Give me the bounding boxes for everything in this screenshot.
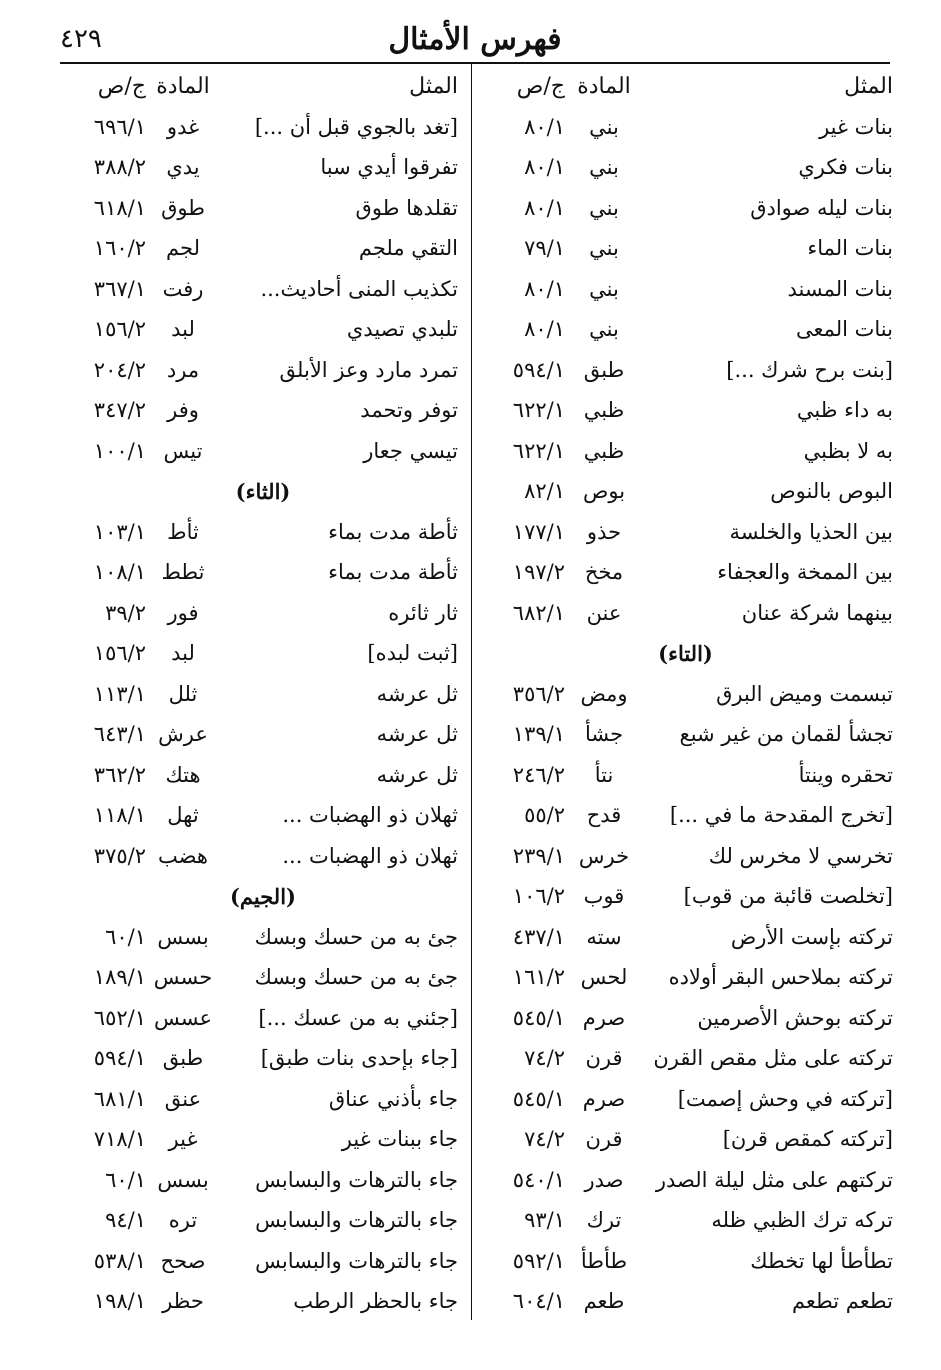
volume-page-ref: ٢٤٦/٢ xyxy=(512,762,565,787)
proverb-text: تركته بملاحس البقر أولاده xyxy=(668,965,893,989)
root-word: سته xyxy=(586,924,622,949)
index-entry-row xyxy=(478,1081,893,1122)
page-title: فهرس الأمثال xyxy=(388,22,562,57)
index-entry-row xyxy=(60,230,466,271)
volume-page-ref: ٣٩/٢ xyxy=(105,600,146,625)
index-entry-row xyxy=(60,838,466,879)
index-entry-row xyxy=(60,1121,466,1162)
proverb-text: تقلدها طوق xyxy=(355,195,458,220)
proverb-text: تكذيب المنى أحاديث... xyxy=(260,276,458,301)
index-entry-row xyxy=(478,554,893,595)
proverb-text: التقي ملجم xyxy=(358,236,458,260)
proverb-text: بين الحذيا والخلسة xyxy=(729,519,893,544)
root-word: ثطط xyxy=(161,560,205,584)
proverb-text: [تغد بالجوي قبل أن ...] xyxy=(254,114,458,139)
root-word: طوق xyxy=(161,195,205,220)
volume-page-ref: ٣٧٥/٢ xyxy=(93,843,146,868)
root-word: صرم xyxy=(582,1005,626,1030)
proverb-text: [تركته كمقص قرن] xyxy=(722,1127,893,1151)
volume-page-ref: ٨٠/١ xyxy=(524,155,565,179)
root-word: طأطأ xyxy=(580,1248,628,1273)
proverb-text: [جاء بإحدى بنات طبق] xyxy=(260,1046,458,1070)
proverb-text: تركه ترك الظبي ظله xyxy=(711,1208,893,1232)
proverb-text: بنات غير xyxy=(819,114,893,139)
root-word: تيس xyxy=(163,438,203,463)
volume-page-ref: ٥٤٥/١ xyxy=(512,1086,565,1111)
index-entry-row xyxy=(478,230,893,271)
page-number: ٤٢٩ xyxy=(60,24,102,54)
volume-page-ref: ١٠٠/١ xyxy=(93,438,146,463)
volume-page-ref: ١٠٨/١ xyxy=(93,560,146,584)
section-heading-row xyxy=(478,635,893,676)
volume-page-ref: ١٨٩/١ xyxy=(93,965,146,989)
index-entry-row xyxy=(478,433,893,474)
index-entry-row xyxy=(60,1202,466,1243)
root-word: مخخ xyxy=(584,560,624,584)
index-entry-row xyxy=(478,1162,893,1203)
root-word: صحح xyxy=(160,1248,206,1273)
root-word: وفر xyxy=(167,398,199,422)
root-word: بني xyxy=(589,236,619,260)
root-word: لحس xyxy=(580,965,628,989)
index-entry-row xyxy=(478,392,893,433)
proverb-text: بنات المسند xyxy=(787,276,893,301)
root-word: يدي xyxy=(166,155,200,179)
index-entry-row xyxy=(478,1283,893,1324)
root-word: ظبي xyxy=(583,398,625,422)
index-entry-row xyxy=(478,271,893,312)
volume-page-ref: ١١٣/١ xyxy=(93,681,146,706)
proverb-text: تخرسي لا مخرس لك xyxy=(708,843,893,868)
section-heading-row xyxy=(60,878,466,919)
index-entry-row xyxy=(478,1243,893,1284)
root-word: صدر xyxy=(584,1167,624,1192)
proverb-text: ثهلان ذو الهضبات ... xyxy=(282,803,458,827)
root-word: صرم xyxy=(582,1086,626,1111)
volume-page-ref: ج/ص xyxy=(516,74,565,99)
root-word: المادة xyxy=(156,74,210,99)
root-word: عسس xyxy=(153,1005,213,1030)
proverb-text: جاء ببنات غير xyxy=(341,1127,458,1151)
volume-page-ref: ٦٠٤/١ xyxy=(512,1289,565,1313)
root-word: بني xyxy=(589,114,619,139)
index-entry-row xyxy=(60,797,466,838)
proverb-text: بنات المعى xyxy=(795,317,893,341)
volume-page-ref: ٥٣٨/١ xyxy=(93,1248,146,1273)
index-entry-row xyxy=(60,595,466,636)
index-entry-row xyxy=(478,311,893,352)
proverb-text: بينهما شركة عنان xyxy=(741,600,893,625)
proverb-text: تركته على مثل مقص القرن xyxy=(653,1046,893,1070)
volume-page-ref: ج/ص xyxy=(97,74,146,99)
root-word: ومض xyxy=(580,681,628,706)
page-header xyxy=(60,18,890,62)
index-entry-row xyxy=(478,149,893,190)
volume-page-ref: ٢٣٩/١ xyxy=(512,843,565,868)
root-word: طعم xyxy=(583,1289,625,1313)
index-entry-row xyxy=(478,716,893,757)
index-entry-row xyxy=(478,676,893,717)
index-entry-row xyxy=(60,1243,466,1284)
proverb-text: جاء بالترهات والبسابس xyxy=(255,1248,458,1273)
index-entry-row xyxy=(478,595,893,636)
proverb-text: تبسمت وميض البرق xyxy=(716,681,893,706)
proverb-text: بين الممخة والعجفاء xyxy=(717,560,893,584)
root-word: ثلل xyxy=(168,681,198,706)
index-entry-row xyxy=(60,109,466,150)
index-entry-row xyxy=(478,757,893,798)
root-word: عرش xyxy=(158,722,208,746)
left-column xyxy=(60,68,466,1324)
proverb-text: [ثبت لبده] xyxy=(367,641,458,665)
root-word: هتك xyxy=(165,762,201,787)
proverb-text: [بنت برح شرك ...] xyxy=(726,357,893,382)
index-entry-row xyxy=(60,959,466,1000)
volume-page-ref: ٦٨٢/١ xyxy=(512,600,565,625)
root-word: جشأ xyxy=(584,722,624,746)
proverb-text: [تركته في وحش إصمت] xyxy=(677,1086,893,1111)
column-divider xyxy=(471,64,472,1320)
section-heading: (الجيم) xyxy=(230,884,296,909)
proverb-text: به لا بظبي xyxy=(803,438,893,463)
volume-page-ref: ٣٨٨/٢ xyxy=(93,155,146,179)
section-heading: (الثاء) xyxy=(235,479,291,504)
root-word: طبق xyxy=(583,357,625,382)
proverb-text: تركته بإست الأرض xyxy=(730,924,893,949)
column-header-row xyxy=(60,68,466,109)
volume-page-ref: ٦٠/١ xyxy=(105,1167,146,1192)
index-entry-row xyxy=(478,352,893,393)
root-word: طبق xyxy=(162,1046,204,1070)
volume-page-ref: ١٣٩/١ xyxy=(512,722,565,746)
section-heading-row xyxy=(60,473,466,514)
volume-page-ref: ٨٠/١ xyxy=(524,317,565,341)
proverb-text: تلبدي تصيدي xyxy=(346,317,458,341)
root-word: حذو xyxy=(586,519,622,544)
column-header-row xyxy=(478,68,893,109)
root-word: بسس xyxy=(157,1167,209,1192)
root-word: ثأط xyxy=(167,519,199,544)
index-entry-row xyxy=(60,1162,466,1203)
root-word: غير xyxy=(168,1127,198,1151)
volume-page-ref: ٦٥٢/١ xyxy=(93,1005,146,1030)
proverb-text: البوص بالنوص xyxy=(770,479,893,503)
root-word: قرن xyxy=(585,1046,623,1070)
volume-page-ref: ١٧٧/١ xyxy=(512,519,565,544)
volume-page-ref: ٦٩٦/١ xyxy=(93,114,146,139)
index-entry-row xyxy=(478,190,893,231)
proverb-text: جاء بالترهات والبسابس xyxy=(255,1208,458,1232)
volume-page-ref: ٨٠/١ xyxy=(524,195,565,220)
index-entry-row xyxy=(60,190,466,231)
index-entry-row xyxy=(60,392,466,433)
root-word: بني xyxy=(589,155,619,179)
proverb-text: تطعم تطعم xyxy=(791,1289,893,1313)
volume-page-ref: ١٩٧/٢ xyxy=(512,560,565,584)
volume-page-ref: ٥٥/٢ xyxy=(524,803,565,827)
volume-page-ref: ٥٤٥/١ xyxy=(512,1005,565,1030)
proverb-text: ثل عرشه xyxy=(376,762,458,787)
proverb-text: بنات الماء xyxy=(807,236,893,260)
proverb-text: تمرد مارد وعز الأبلق xyxy=(279,357,458,382)
index-entry-row xyxy=(478,878,893,919)
volume-page-ref: ١٥٦/٢ xyxy=(93,641,146,665)
volume-page-ref: ١٩٨/١ xyxy=(93,1289,146,1313)
proverb-text: ثأطة مدت بماء xyxy=(328,519,458,544)
proverb-text: تفرقوا أيدي سبا xyxy=(320,155,458,179)
index-entry-row xyxy=(478,1202,893,1243)
volume-page-ref: ١١٨/١ xyxy=(93,803,146,827)
root-word: لبد xyxy=(171,317,195,341)
volume-page-ref: ٦٨١/١ xyxy=(93,1086,146,1111)
index-entry-row xyxy=(60,271,466,312)
proverb-text: بنات فكري xyxy=(798,155,893,179)
proverb-text: تجشأ لقمان من غير شبع xyxy=(679,722,893,746)
volume-page-ref: ٩٣/١ xyxy=(524,1208,565,1232)
proverb-text: ثأطة مدت بماء xyxy=(328,560,458,584)
root-word: قرن xyxy=(585,1127,623,1151)
root-word: بني xyxy=(589,195,619,220)
index-entry-row xyxy=(60,311,466,352)
volume-page-ref: ٢٠٤/٢ xyxy=(93,357,146,382)
index-entry-row xyxy=(478,1000,893,1041)
volume-page-ref: ٨٠/١ xyxy=(524,276,565,301)
proverb-text: بنات ليله صوادق xyxy=(750,195,893,220)
index-entry-row xyxy=(478,959,893,1000)
volume-page-ref: ٩٤/١ xyxy=(105,1208,146,1232)
index-entry-row xyxy=(60,149,466,190)
root-word: هضب xyxy=(158,843,208,868)
proverb-text: جاء بالحظر الرطب xyxy=(293,1289,458,1313)
root-word: حسس xyxy=(153,965,213,989)
proverb-text: تطأطأ لها تخطك xyxy=(750,1248,893,1273)
index-entry-row xyxy=(478,1121,893,1162)
index-entry-row xyxy=(60,1283,466,1324)
index-entry-row xyxy=(60,919,466,960)
proverb-text: جاء بالترهات والبسابس xyxy=(255,1167,458,1192)
volume-page-ref: ٦٢٢/١ xyxy=(512,438,565,463)
volume-page-ref: ١٥٦/٢ xyxy=(93,317,146,341)
root-word: تره xyxy=(168,1208,198,1232)
root-word: بسس xyxy=(157,924,209,949)
root-word: خرس xyxy=(578,843,630,868)
index-entry-row xyxy=(60,514,466,555)
index-entry-row xyxy=(60,635,466,676)
volume-page-ref: ١٠٦/٢ xyxy=(512,884,565,908)
root-word: عنق xyxy=(164,1086,202,1111)
index-entry-row xyxy=(478,109,893,150)
proverb-text: [تخلصت قائبة من قوب] xyxy=(683,884,893,908)
root-word: فور xyxy=(167,600,199,625)
root-word: مرد xyxy=(166,357,200,382)
index-entry-row xyxy=(60,352,466,393)
volume-page-ref: ٣٥٦/٢ xyxy=(512,681,565,706)
volume-page-ref: ٣٦٢/٢ xyxy=(93,762,146,787)
volume-page-ref: ٥٩٤/١ xyxy=(512,357,565,382)
root-word: قدح xyxy=(586,803,622,827)
volume-page-ref: ٥٤٠/١ xyxy=(512,1167,565,1192)
volume-page-ref: ٦١٨/١ xyxy=(93,195,146,220)
proverb-text: [جئني به من عسك ...] xyxy=(258,1005,458,1030)
root-word: قوب xyxy=(583,884,625,908)
proverb-text: ثار ثائره xyxy=(388,600,458,625)
index-entry-row xyxy=(60,433,466,474)
index-entry-row xyxy=(478,838,893,879)
index-entry-row xyxy=(60,676,466,717)
index-entry-row xyxy=(60,1000,466,1041)
right-column xyxy=(478,68,893,1324)
root-word: المادة xyxy=(577,74,631,99)
root-word: بوص xyxy=(582,479,626,503)
volume-page-ref: ١٠٣/١ xyxy=(93,519,146,544)
proverb-text: ثهلان ذو الهضبات ... xyxy=(282,843,458,868)
header-rule xyxy=(60,62,890,64)
proverb-text: تركتهم على مثل ليلة الصدر xyxy=(655,1167,893,1192)
volume-page-ref: ٨٢/١ xyxy=(524,479,565,503)
root-word: بني xyxy=(589,276,619,301)
proverb-text: به داء ظبي xyxy=(796,398,893,422)
index-entry-row xyxy=(60,1081,466,1122)
root-word: ظبي xyxy=(583,438,625,463)
proverb-text: المثل xyxy=(844,74,893,99)
root-word: لبد xyxy=(171,641,195,665)
index-entry-row xyxy=(60,716,466,757)
volume-page-ref: ٥٩٤/١ xyxy=(93,1046,146,1070)
volume-page-ref: ٣٦٧/١ xyxy=(93,276,146,301)
root-word: نتأ xyxy=(594,762,614,787)
volume-page-ref: ٦٤٣/١ xyxy=(93,722,146,746)
root-word: غدو xyxy=(166,114,200,139)
index-entry-row xyxy=(478,1040,893,1081)
root-word: ثهل xyxy=(167,803,199,827)
volume-page-ref: ٦٠/١ xyxy=(105,924,146,949)
volume-page-ref: ٧٤/٢ xyxy=(524,1046,565,1070)
proverb-text: [تخرج المقدحة ما في ...] xyxy=(669,803,893,827)
proverb-text: جاء بأذني عناق xyxy=(328,1086,458,1111)
root-word: حظر xyxy=(162,1289,204,1313)
root-word: بني xyxy=(589,317,619,341)
root-word: ترك xyxy=(586,1208,622,1232)
proverb-text: توفر وتحمد xyxy=(360,398,458,422)
volume-page-ref: ٧٤/٢ xyxy=(524,1127,565,1151)
index-entry-row xyxy=(478,514,893,555)
proverb-text: المثل xyxy=(409,74,458,99)
index-entry-row xyxy=(478,797,893,838)
proverb-text: تركته بوحش الأصرمين xyxy=(697,1005,893,1030)
volume-page-ref: ٨٠/١ xyxy=(524,114,565,139)
index-entry-row xyxy=(60,554,466,595)
section-heading: (التاء) xyxy=(658,641,713,666)
volume-page-ref: ٥٩٢/١ xyxy=(512,1248,565,1273)
volume-page-ref: ١٦٠/٢ xyxy=(93,236,146,260)
root-word: رفت xyxy=(162,276,204,301)
volume-page-ref: ٤٣٧/١ xyxy=(512,924,565,949)
proverb-text: ثل عرشه xyxy=(376,681,458,706)
root-word: لجم xyxy=(166,236,200,260)
index-entry-row xyxy=(478,919,893,960)
volume-page-ref: ٣٤٧/٢ xyxy=(93,398,146,422)
proverb-text: ثل عرشه xyxy=(376,722,458,746)
volume-page-ref: ١٦١/٢ xyxy=(512,965,565,989)
proverb-text: تحقره وينتأ xyxy=(798,762,893,787)
proverb-text: جئ به من حسك وبسك xyxy=(254,965,458,989)
volume-page-ref: ٧١٨/١ xyxy=(93,1127,146,1151)
proverb-text: تيسي جعار xyxy=(363,438,458,463)
index-entry-row xyxy=(478,473,893,514)
proverb-text: جئ به من حسك وبسك xyxy=(254,924,458,949)
root-word: عنن xyxy=(586,600,622,625)
volume-page-ref: ٧٩/١ xyxy=(524,236,565,260)
index-entry-row xyxy=(60,1040,466,1081)
volume-page-ref: ٦٢٢/١ xyxy=(512,398,565,422)
index-entry-row xyxy=(60,757,466,798)
